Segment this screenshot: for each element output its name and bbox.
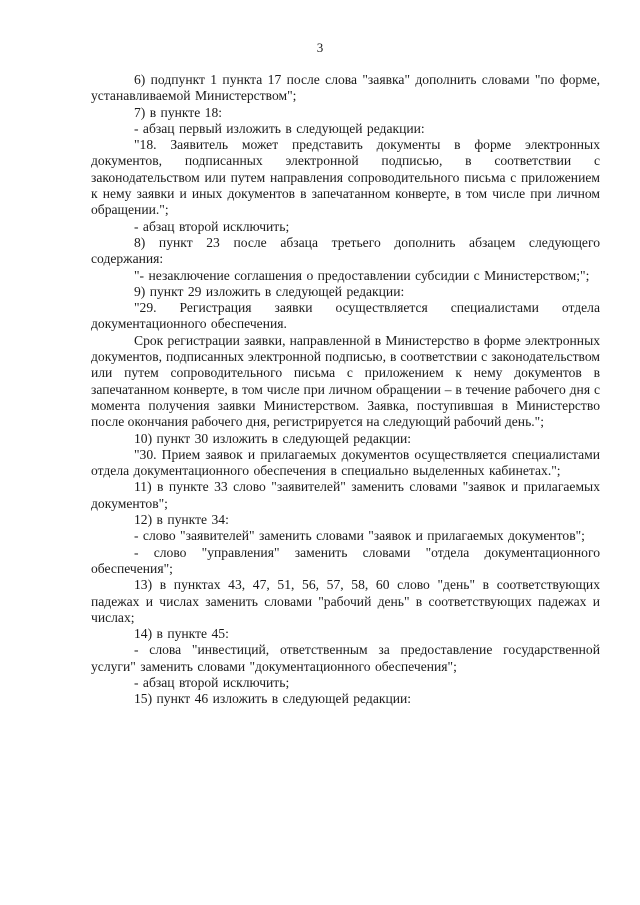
paragraph-abzac-second-excluded-2: - абзац второй исключить; (134, 674, 290, 690)
paragraph-word-applicants: - слово "заявителей" заменить словами "заявок и прилагаемых документов"; (134, 528, 585, 544)
paragraph-word-management: - слово "управления" заменить словами "отдела документационного обеспечения"; (91, 544, 600, 576)
paragraph-quote-30: "30. Прием заявок и прилагаемых документов осуществляется специалистами отдела документационного обеспечения в специально выделенных кабинетах."; (91, 446, 600, 479)
paragraph-item-8: 8) пункт 23 после абзаца третьего дополнить абзацем следующего содержания: (91, 234, 600, 267)
paragraph-item-14: 14) в пункте 45: (134, 626, 229, 642)
paragraph-item-7: 7) в пункте 18: (134, 104, 223, 120)
paragraph-item-9: 9) пункт 29 изложить в следующей редакции: (134, 283, 405, 299)
paragraph-item-12: 12) в пункте 34: (134, 512, 229, 528)
paragraph-item-10: 10) пункт 30 изложить в следующей редакции: (134, 430, 412, 446)
paragraph-words-investments: - слова "инвестиций, ответственным за предоставление государственной услуги" заменить словами "документационного обеспечения"; (91, 642, 600, 674)
paragraph-abzac-first: - абзац первый изложить в следующей редакции: (134, 120, 425, 136)
paragraph-item-13: 13) в пунктах 43, 47, 51, 56, 57, 58, 60 слово "день" в соответствующих падежах и числах заменить словами "рабочий день" в соответствующих падежах и числах; (91, 577, 600, 625)
paragraph-item-15: 15) пункт 46 изложить в следующей редакции: (134, 691, 412, 707)
paragraph-item-11: 11) в пункте 33 слово "заявителей" заменить словами "заявок и прилагаемых документов"; (91, 479, 600, 511)
paragraph-registration-term: Срок регистрации заявки, направленной в Министерство в форме электронных документов, подписанных электронной подписью, в соответствии с законодательством или путем сопроводительного письма с приложением к нему документов в запечатанном конверте, в том числе при личном обращении – в течение рабочего дня с момента получения заявки Министерством. Заявка, поступившая в Министерство после окончания рабочего дня, регистрируется на следующий рабочий день."; (91, 332, 600, 430)
paragraph-quote-nonconclusion: "- незаключение соглашения о предоставлении субсидии с Министерством;"; (134, 267, 590, 283)
paragraph-item-6: 6) подпункт 1 пункта 17 после слова "заявка" дополнить словами "по форме, устанавливаемой Министерством"; (91, 72, 600, 104)
paragraph-quote-29: "29. Регистрация заявки осуществляется специалистами отдела документационного обеспечения. (91, 300, 600, 332)
document-body (91, 72, 600, 708)
paragraph-quote-18: "18. Заявитель может представить документы в форме электронных документов, подписанных электронной подписью, в соответствии с законодательством или путем направления сопроводительного письма с приложением к нему заявки и иных документов в запечатанном конверте, в том числе при личном обращении."; (91, 137, 600, 218)
paragraph-abzac-second-excluded: - абзац второй исключить; (134, 218, 290, 234)
page-number: 3 (316, 40, 324, 55)
